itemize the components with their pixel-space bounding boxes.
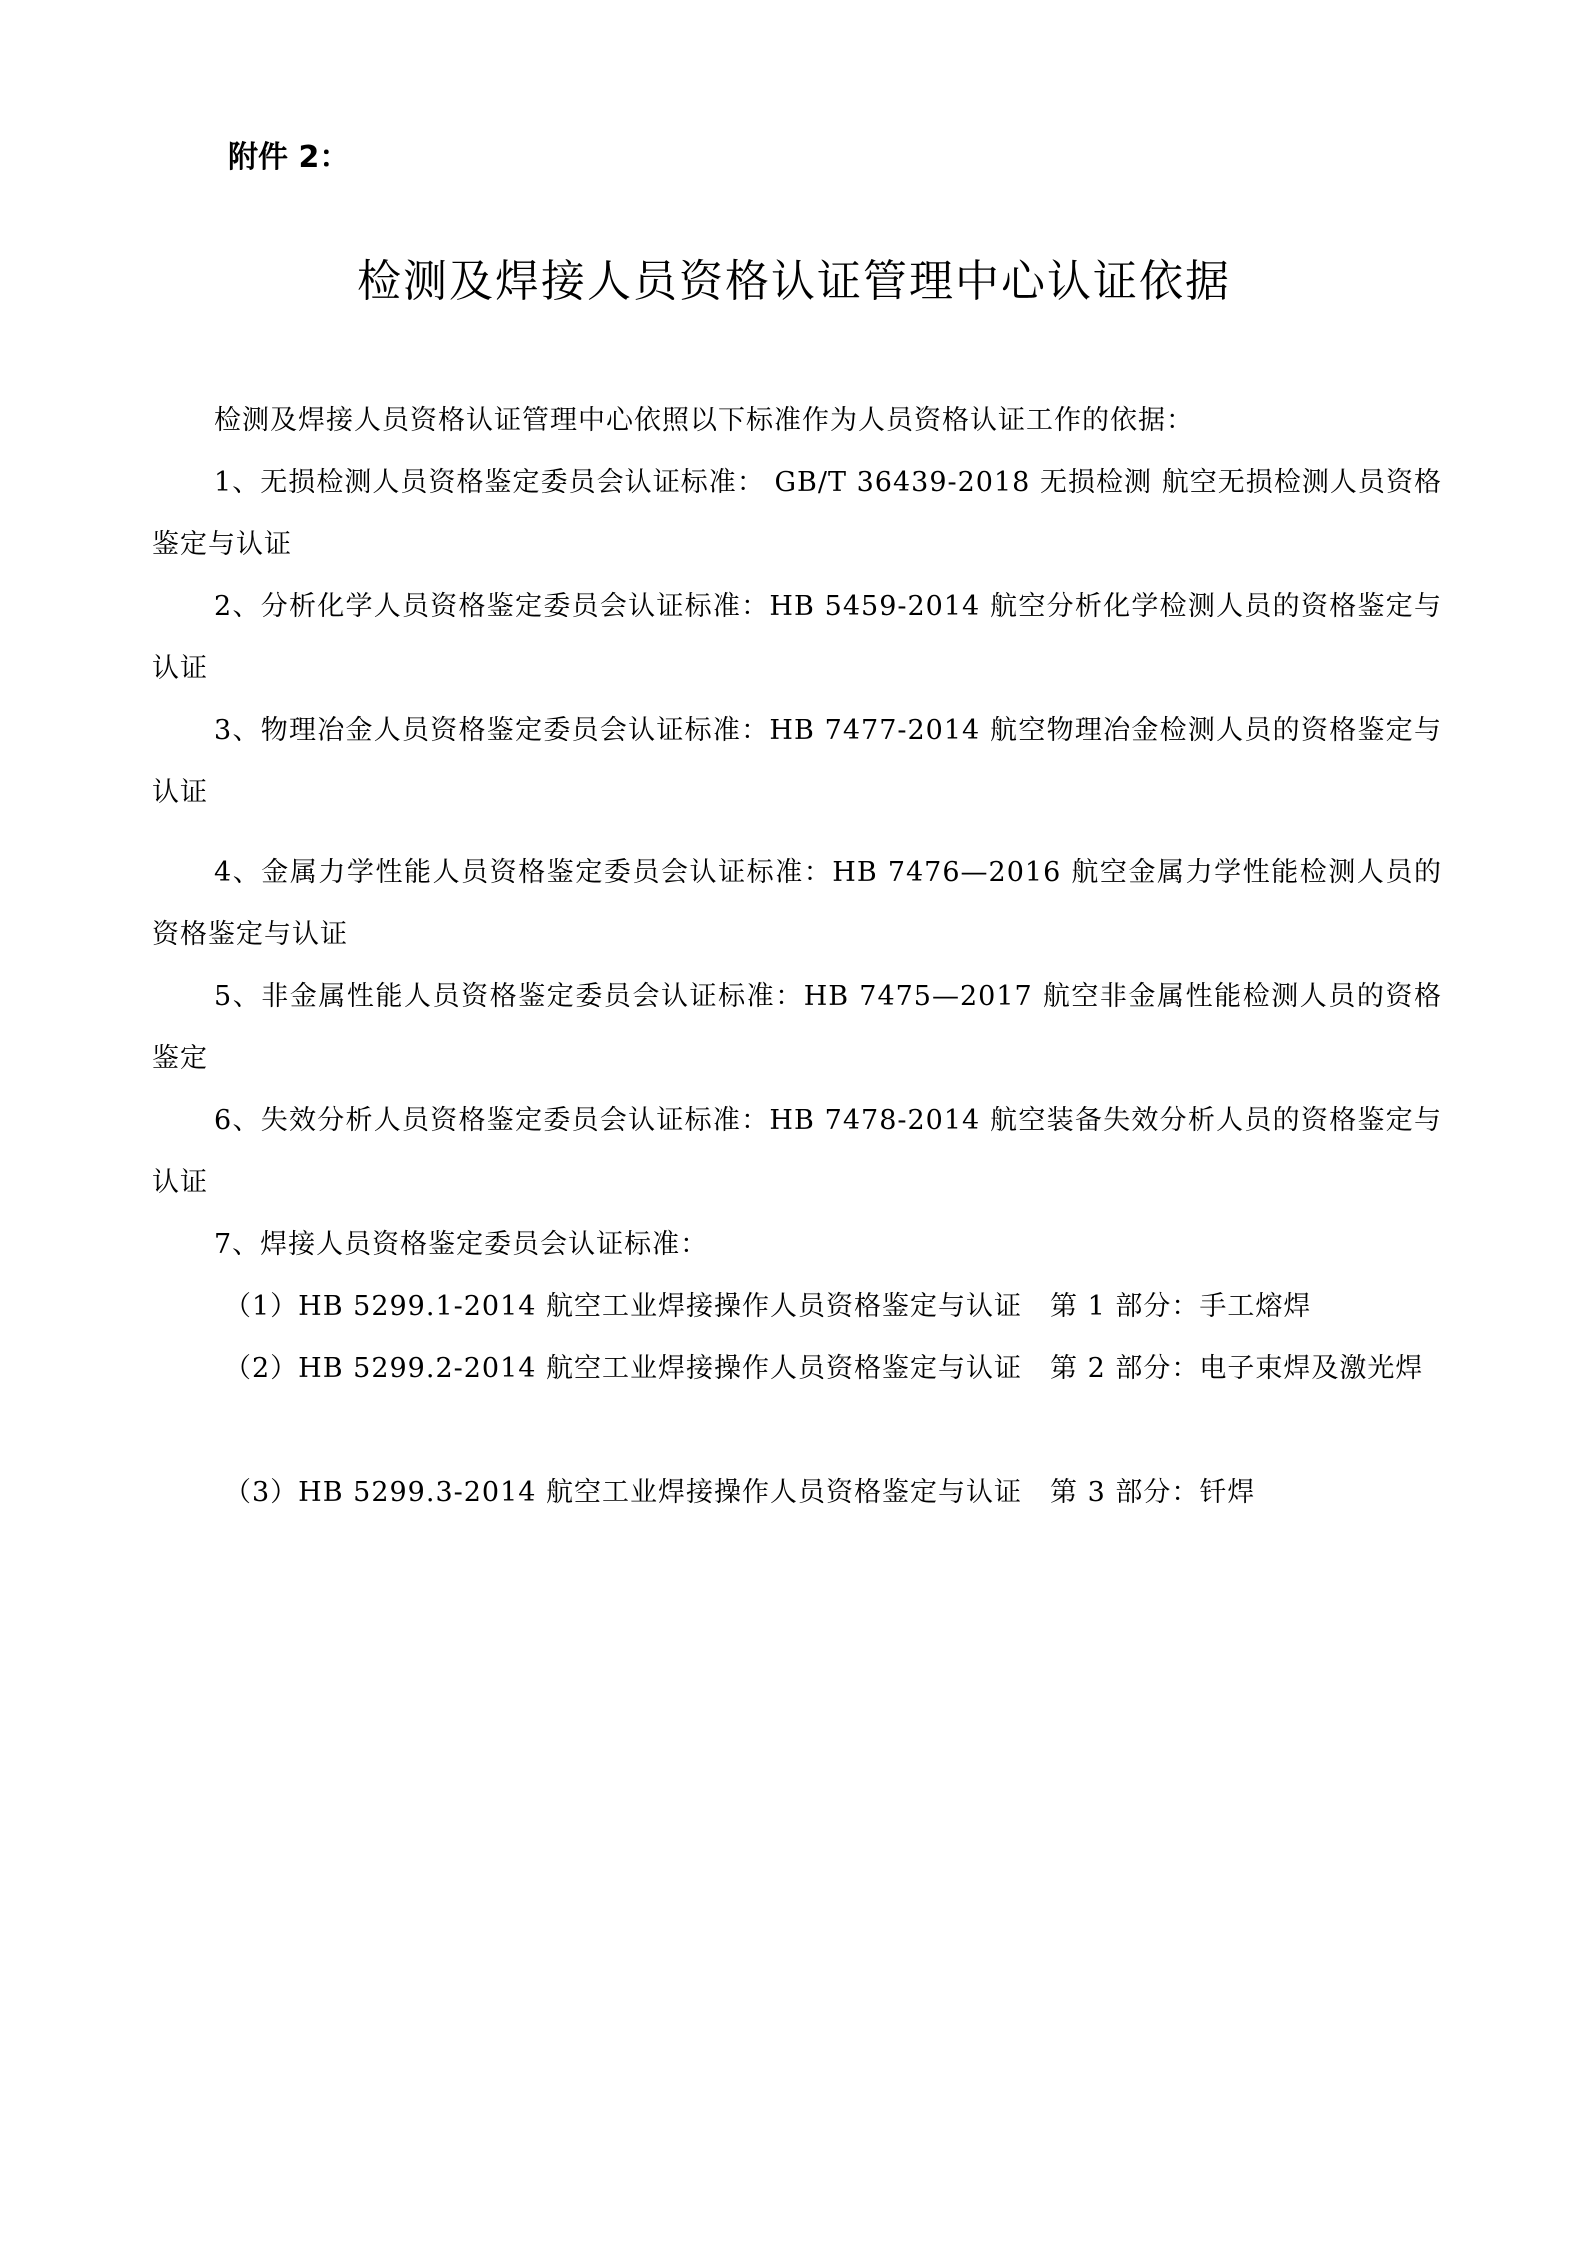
welding-standard-3: （3）HB 5299.3-2014 航空工业焊接操作人员资格鉴定与认证 第 3 部分：钎焊 <box>224 1477 1256 1508</box>
standard-item-7: 7、焊接人员资格鉴定委员会认证标准： <box>214 1229 709 1260</box>
standard-item-4: 4、金属力学性能人员资格鉴定委员会认证标准：HB 7476—2016 航空金属力学性能检测人员的资格鉴定与认证 <box>152 857 1442 950</box>
welding-standard-1: （1）HB 5299.1-2014 航空工业焊接操作人员资格鉴定与认证 第 1 部分：手工熔焊 <box>224 1291 1312 1322</box>
document-title: 检测及焊接人员资格认证管理中心认证依据 <box>357 256 1231 307</box>
standard-item-6: 6、失效分析人员资格鉴定委员会认证标准：HB 7478-2014 航空装备失效分析人员的资格鉴定与认证 <box>152 1105 1442 1198</box>
standard-item-5: 5、非金属性能人员资格鉴定委员会认证标准：HB 7475—2017 航空非金属性能检测人员的资格鉴定 <box>152 981 1442 1074</box>
attachment-label: 附件 2： <box>228 140 350 175</box>
standard-item-2: 2、分析化学人员资格鉴定委员会认证标准：HB 5459-2014 航空分析化学检测人员的资格鉴定与认证 <box>152 591 1442 684</box>
standard-item-1: 1、无损检测人员资格鉴定委员会认证标准： GB/T 36439-2018 无损检测 航空无损检测人员资格鉴定与认证 <box>152 467 1442 560</box>
welding-standard-2: （2）HB 5299.2-2014 航空工业焊接操作人员资格鉴定与认证 第 2 部分：电子束焊及激光焊 <box>224 1353 1424 1384</box>
intro-paragraph: 检测及焊接人员资格认证管理中心依照以下标准作为人员资格认证工作的依据： <box>214 405 1194 436</box>
standard-item-3: 3、物理冶金人员资格鉴定委员会认证标准：HB 7477-2014 航空物理冶金检测人员的资格鉴定与认证 <box>152 715 1442 808</box>
